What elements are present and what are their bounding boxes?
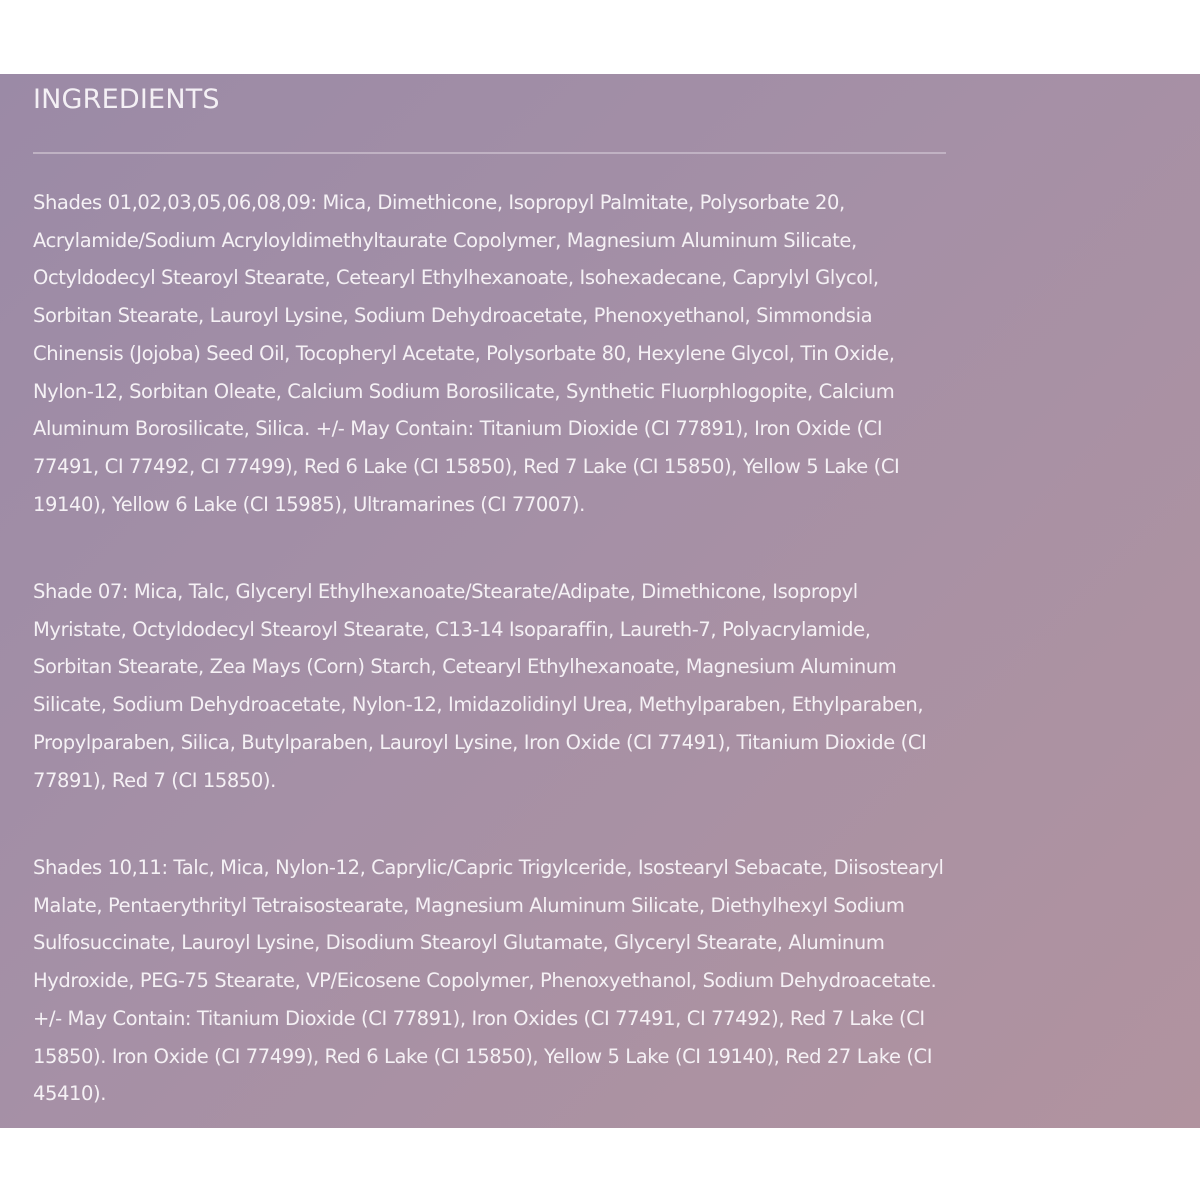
ingredient-list-shades-10-11: Shades 10,11: Talc, Mica, Nylon-12, Caprylic/Capric Trigylceride, Isostearyl Sebacate, Diisostearyl Malate, Pentaerythrityl Tetraisostearate, Magnesium Aluminum Silicate, Diethylhexyl Sodium Sulfosuccinate, Lauroyl Lysine, Disodium Stearoyl Glutamate, Glyceryl Stearate, Aluminum Hydroxide, PEG-75 Stearate, VP/Eicosene Copolymer, Phenoxyethanol, Sodium Dehydroacetate. +/- May Contain: Titanium Dioxide (CI 77891), Iron Oxides (CI 77491, CI 77492), Red 7 Lake (CI 15850). Iron Oxide (CI 77499), Red 6 Lake (CI 15850), Yellow 5 Lake (CI 19140), Red 27 Lake (CI 45410). [33, 856, 944, 1106]
title-divider [33, 152, 946, 154]
section-title: INGREDIENTS [33, 84, 220, 115]
ingredient-list-shade-07: Shade 07: Mica, Talc, Glyceryl Ethylhexanoate/Stearate/Adipate, Dimethicone, Isopropyl Myristate, Octyldodecyl Stearoyl Stearate, C13-14 Isoparaffin, Laureth-7, Polyacrylamide, Sorbitan Stearate, Zea Mays (Corn) Starch, Cetearyl Ethylhexanoate, Magnesium Aluminum Silicate, Sodium Dehydroacetate, Nylon-12, Imidazolidinyl Urea, Methylparaben, Ethylparaben, Propylparaben, Silica, Butylparaben, Lauroyl Lysine, Iron Oxide (CI 77491), Titanium Dioxide (CI 77891), Red 7 (CI 15850). [33, 580, 927, 792]
ingredients-panel [0, 74, 1200, 1128]
ingredient-list-shades-01-09: Shades 01,02,03,05,06,08,09: Mica, Dimethicone, Isopropyl Palmitate, Polysorbate 20, Acrylamide/Sodium Acryloyldimethyltaurate Copolymer, Magnesium Aluminum Silicate, Octyldodecyl Stearoyl Stearate, Cetearyl Ethylhexanoate, Isohexadecane, Caprylyl Glycol, Sorbitan Stearate, Lauroyl Lysine, Sodium Dehydroacetate, Phenoxyethanol, Simmondsia Chinensis (Jojoba) Seed Oil, Tocopheryl Acetate, Polysorbate 80, Hexylene Glycol, Tin Oxide, Nylon-12, Sorbitan Oleate, Calcium Sodium Borosilicate, Synthetic Fluorphlogopite, Calcium Aluminum Borosilicate, Silica. +/- May Contain: Titanium Dioxide (CI 77891), Iron Oxide (CI 77491, CI 77492, CI 77499), Red 6 Lake (CI 15850), Red 7 Lake (CI 15850), Yellow 5 Lake (CI 19140), Yellow 6 Lake (CI 15985), Ultramarines (CI 77007). [33, 191, 900, 516]
